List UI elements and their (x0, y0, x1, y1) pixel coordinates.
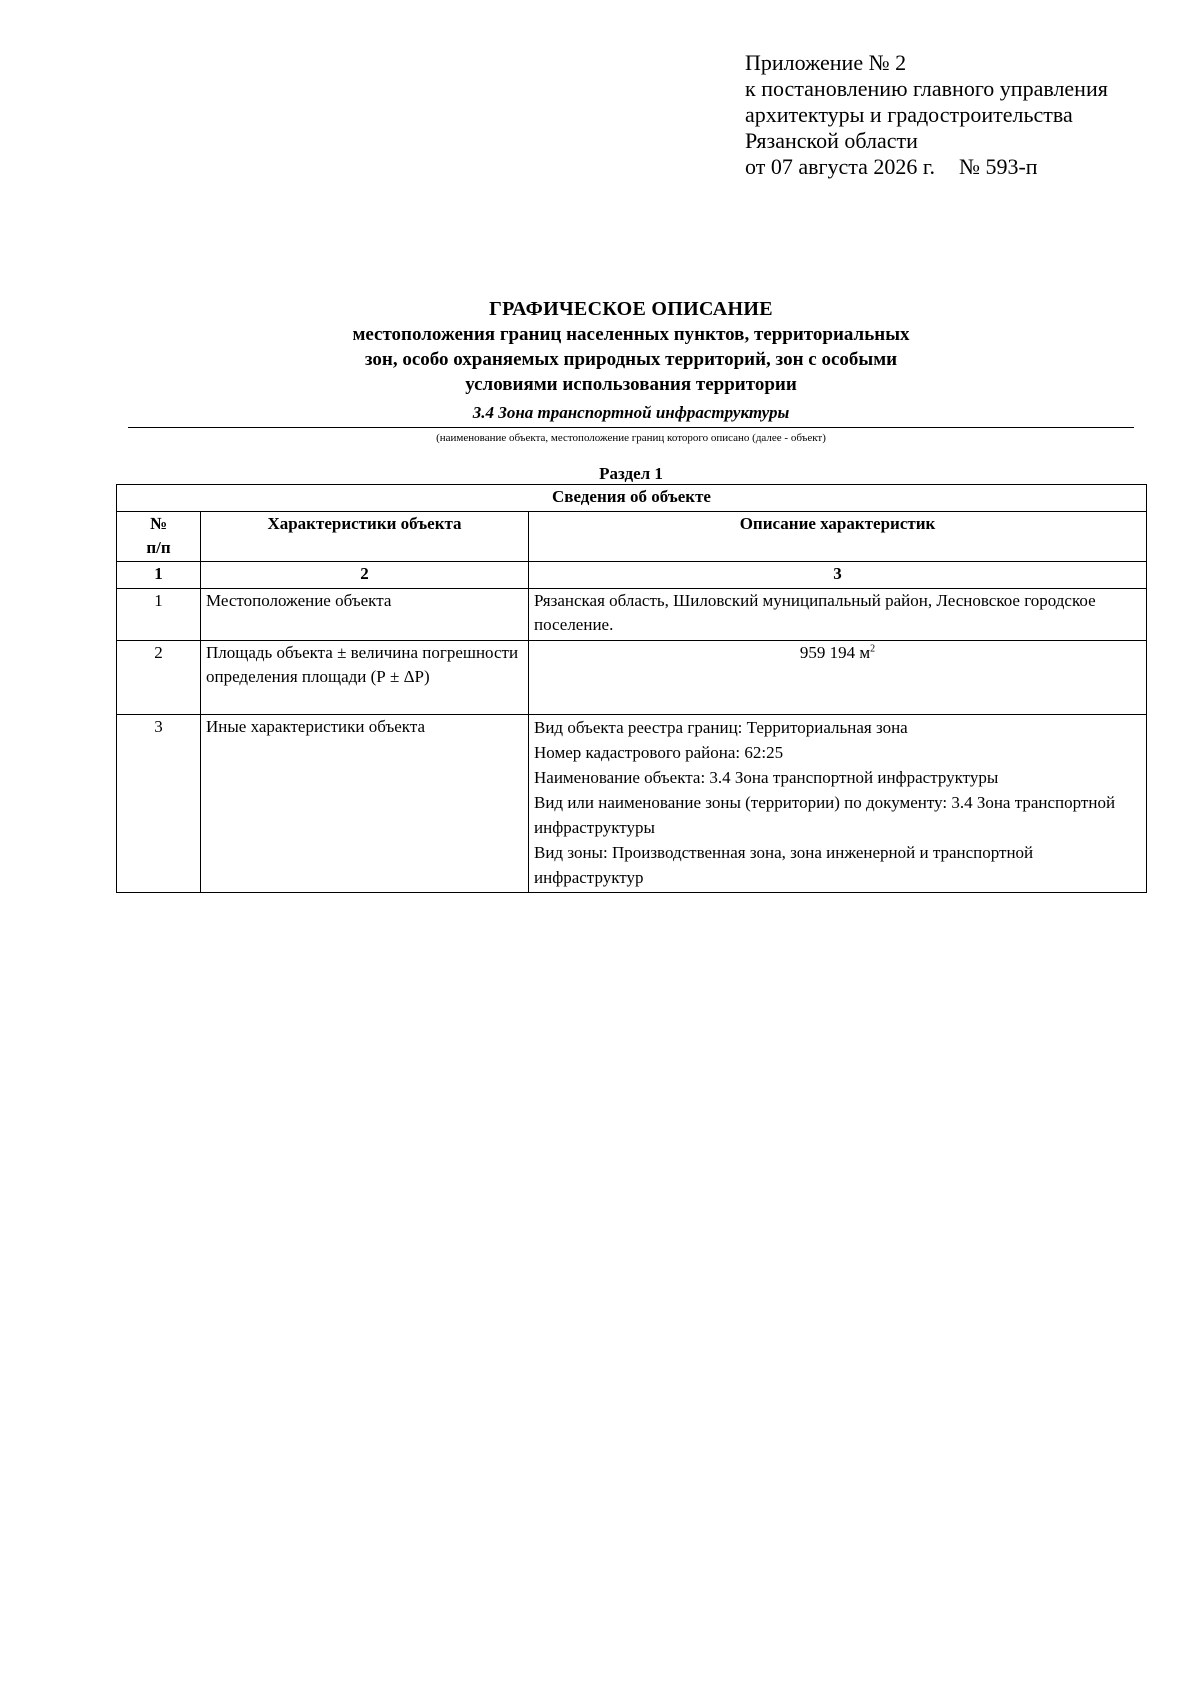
row-1-characteristic: Местоположение объекта (201, 589, 529, 641)
area-value: 959 194 м (799, 643, 871, 662)
title-line-1: местоположения границ населенных пунктов, территориальных (352, 324, 910, 345)
table-row (117, 589, 1147, 641)
appendix-line-4: Рязанской области (745, 128, 918, 153)
row-3-characteristic: Иные характеристики объекта (201, 715, 529, 893)
row-3-line-4: Вид или наименование зоны (территории) по документу: 3.4 Зона транспортной инфраструктуры (534, 793, 1116, 837)
row-2-value (529, 641, 1147, 715)
appendix-date: от 07 августа 2026 г. (745, 154, 935, 179)
object-info-table (116, 484, 1147, 893)
header-description: Описание характеристик (529, 512, 1147, 562)
column-number-row (117, 562, 1147, 589)
appendix-number: № 593-п (958, 154, 1038, 179)
row-3-line-2: Номер кадастрового района: 62:25 (534, 743, 784, 762)
table-title-row (117, 485, 1147, 512)
table-header-row (117, 512, 1147, 562)
table-title: Сведения об объекте (117, 485, 1147, 512)
header-num (117, 512, 201, 562)
table-row (117, 715, 1147, 893)
header-characteristics: Характеристики объекта (201, 512, 529, 562)
row-3-num: 3 (117, 715, 201, 893)
row-2-num: 2 (117, 641, 201, 715)
object-name: 3.4 Зона транспортной инфраструктуры (472, 403, 790, 422)
header-num-line-2: п/п (146, 538, 171, 557)
document-title (128, 297, 1134, 397)
row-3-line-3: Наименование объекта: 3.4 Зона транспортной инфраструктуры (534, 768, 999, 787)
header-num-line-1: № (149, 514, 168, 533)
object-name-underline (128, 427, 1134, 428)
row-2-characteristic: Площадь объекта ± величина погрешности определения площади (Р ± ΔР) (201, 641, 529, 715)
appendix-date-line (745, 154, 1185, 180)
appendix-line-3: архитектуры и градостроительства (745, 102, 1073, 127)
area-unit-superscript: 2 (870, 643, 876, 655)
column-number-1: 1 (117, 562, 201, 589)
column-number-3: 3 (529, 562, 1147, 589)
column-number-2: 2 (201, 562, 529, 589)
row-3-line-5: Вид зоны: Производственная зона, зона инженерной и транспортной инфраструктур (534, 843, 1034, 887)
title-main: ГРАФИЧЕСКОЕ ОПИСАНИЕ (489, 298, 773, 320)
row-3-line-1: Вид объекта реестра границ: Территориальная зона (534, 718, 908, 737)
appendix-line-2: к постановлению главного управления (745, 76, 1108, 101)
table-row (117, 641, 1147, 715)
title-line-3: условиями использования территории (465, 374, 797, 395)
row-3-description (529, 715, 1147, 893)
appendix-header (745, 50, 1185, 180)
row-1-num: 1 (117, 589, 201, 641)
row-1-description: Рязанская область, Шиловский муниципальный район, Лесновское городское поселение. (529, 589, 1147, 641)
appendix-line-1: Приложение № 2 (745, 50, 907, 75)
title-line-2: зон, особо охраняемых природных территорий, зон с особыми (364, 349, 898, 370)
object-name-caption: (наименование объекта, местоположение границ которого описано (далее - объект) (436, 432, 826, 444)
section-title: Раздел 1 (599, 464, 663, 483)
